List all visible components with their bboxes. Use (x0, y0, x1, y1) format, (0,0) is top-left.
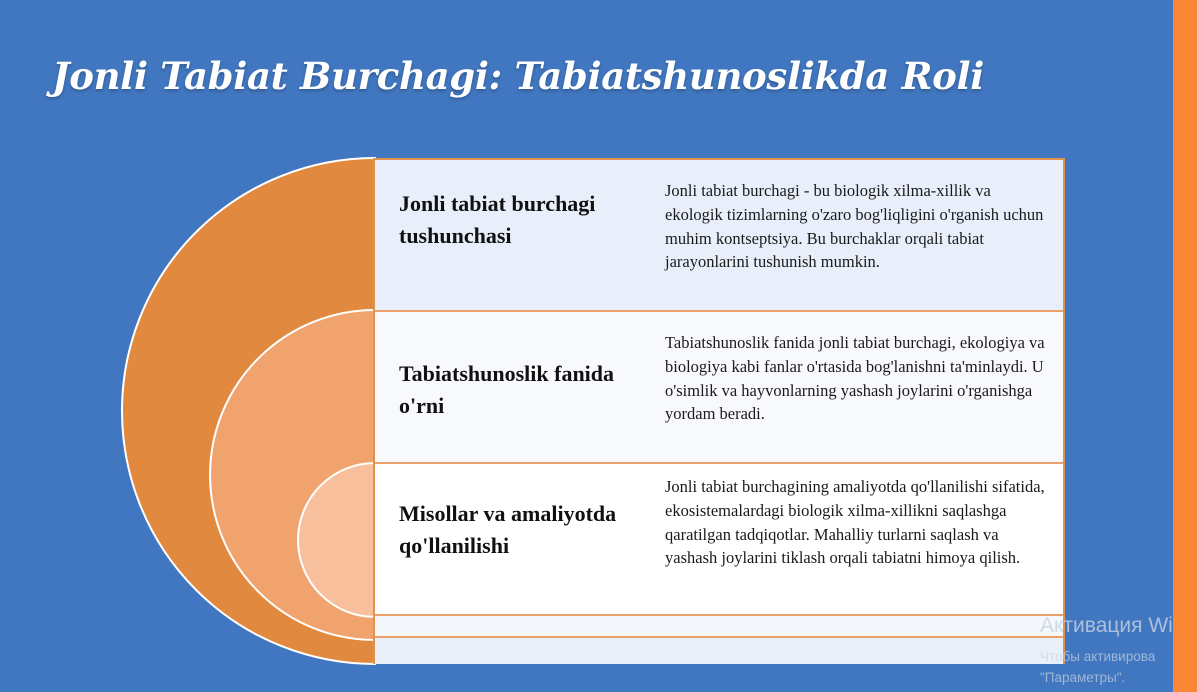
table-row (375, 160, 1063, 312)
table-row (375, 464, 1063, 616)
row-label: Tabiatshunoslik fanida o'rni (399, 361, 615, 418)
accent-bar (1173, 0, 1197, 692)
activation-watermark-title: Активация Wi (1040, 614, 1173, 637)
slide-title: Jonli Tabiat Burchagi: Tabiatshunoslikda Roli (52, 54, 984, 98)
row-label: Jonli tabiat burchagi tushunchasi (399, 191, 596, 248)
content-table (373, 158, 1065, 664)
table-row (375, 312, 1063, 464)
row-description: Tabiatshunoslik fanida jonli tabiat burchagi, ekologiya va biologiya kabi fanlar o'rtasida bog'lanishni ta'minlaydi. U o'simlik va hayvonlarning yashash joylarini o'rganishga yordam beradi. (665, 333, 1045, 424)
activation-watermark-text: Чтобы активирова (1040, 649, 1156, 664)
activation-watermark-text: "Параметры". (1040, 670, 1126, 685)
row-label: Misollar va amaliyotda qo'llanilishi (399, 501, 617, 558)
row-description: Jonli tabiat burchagining amaliyotda qo'llanilishi sifatida, ekosistemalardagi biologik xilma-xillikni saqlashga qaratilgan tadqiqotlar. Mahalliy turlarni saqlash va yashash joylarini tiklash orqali tabiatni himoya qilish. (665, 477, 1045, 568)
table-row-empty (375, 638, 1063, 664)
row-description: Jonli tabiat burchagi - bu biologik xilma-xillik va ekologik tizimlarning o'zaro bog'liqligini o'rganish uchun muhim kontseptsiya. Bu burchaklar orqali tabiat jarayonlarini tushunish mumkin. (665, 181, 1044, 272)
table-row-empty (375, 616, 1063, 638)
